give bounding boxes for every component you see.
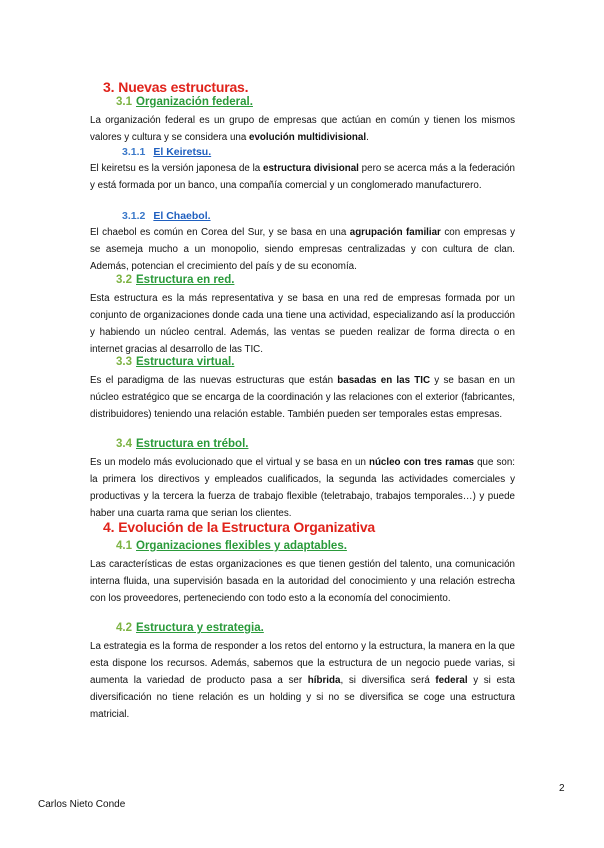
paragraph-4-2: La estrategia es la forma de responder a los retos del entorno y la estructura, la manera en la que esta dispone los recursos. Además, sabemos que la estructura de un negocio puede varias, si aumenta la variedad de producto pasa a ser híbrida, si diversifica será federal y si esta diversificación no tiene relación es un holding y si no se diversifica se coge una estructura matricial.	[90, 641, 515, 720]
paragraph-3-4: Es un modelo más evolucionado que el virtual y se basa en un núcleo con tres ramas que son: la primera los directivos y empleados cualificados, la segunda las actividades comerciales y productivas y la tercera la fuerza de trabajo flexible (teletrabajo, trabajos temporales…) y puede haber una cuarta rama que serian los clientes.	[90, 457, 515, 519]
paragraph-3-1-2: El chaebol es común en Corea del Sur, y se basa en una agrupación familiar con empresas y se asemeja mucho a un monopolio, siendo empresas centralizadas y con cultura de clan. Además, potencian el crecimiento del país y de su economía.	[90, 227, 516, 272]
heading-section-4: 4. Evolución de la Estructura Organizativa	[103, 519, 375, 535]
page-number: 2	[559, 783, 565, 794]
heading-section-3-1: 3.1 Organización federal.	[116, 96, 253, 108]
heading-section-4-1: 4.1 Organizaciones flexibles y adaptables.	[116, 540, 347, 552]
heading-section-3-4: 3.4 Estructura en trébol.	[116, 438, 249, 450]
footer-author: Carlos Nieto Conde	[38, 799, 126, 810]
heading-section-3: 3. Nuevas estructuras.	[103, 79, 249, 95]
paragraph-3-3: Es el paradigma de las nuevas estructuras que están basadas en las TIC y se basan en un núcleo estratégico que se encarga de la coordinación y las relaciones con el exterior (fabricantes, distribuidores) teniendo una relación estable. También pueden ser temporales estas empresas.	[90, 375, 515, 420]
heading-section-3-3: 3.3 Estructura virtual.	[116, 356, 235, 368]
paragraph-3-2: Esta estructura es la más representativa y se basa en una red de empresas formada por un conjunto de organizaciones donde cada una tiene una actividad, especializando así la producción y habiendo un núcleo central. Además, las ventas se pueden realizar de forma directa o en internet gracias al desarrollo de las TIC.	[90, 293, 515, 355]
heading-section-3-1-1: 3.1.1 El Keiretsu.	[122, 146, 212, 158]
paragraph-3-1-1: El keiretsu es la versión japonesa de la estructura divisional pero se acerca más a la federación y está formada por un banco, una compañía comercial y un conglomerado manufacturero.	[90, 163, 515, 191]
paragraph-3-1: La organización federal es un grupo de empresas que actúan en común y tienen los mismos valores y cultura y se considera una evolución multidivisional.	[90, 115, 515, 143]
heading-section-4-2: 4.2 Estructura y estrategia.	[116, 622, 264, 634]
heading-section-3-1-2: 3.1.2 El Chaebol.	[122, 210, 211, 222]
paragraph-4-1: Las características de estas organizaciones es que tienen gestión del talento, una comunicación interna fluida, una supervisión basada en la autoridad del conocimiento y una relación estrecha con los proveedores, perteneciendo con todo esto a la economía del conocimiento.	[90, 559, 515, 604]
heading-section-3-2: 3.2 Estructura en red.	[116, 274, 235, 286]
